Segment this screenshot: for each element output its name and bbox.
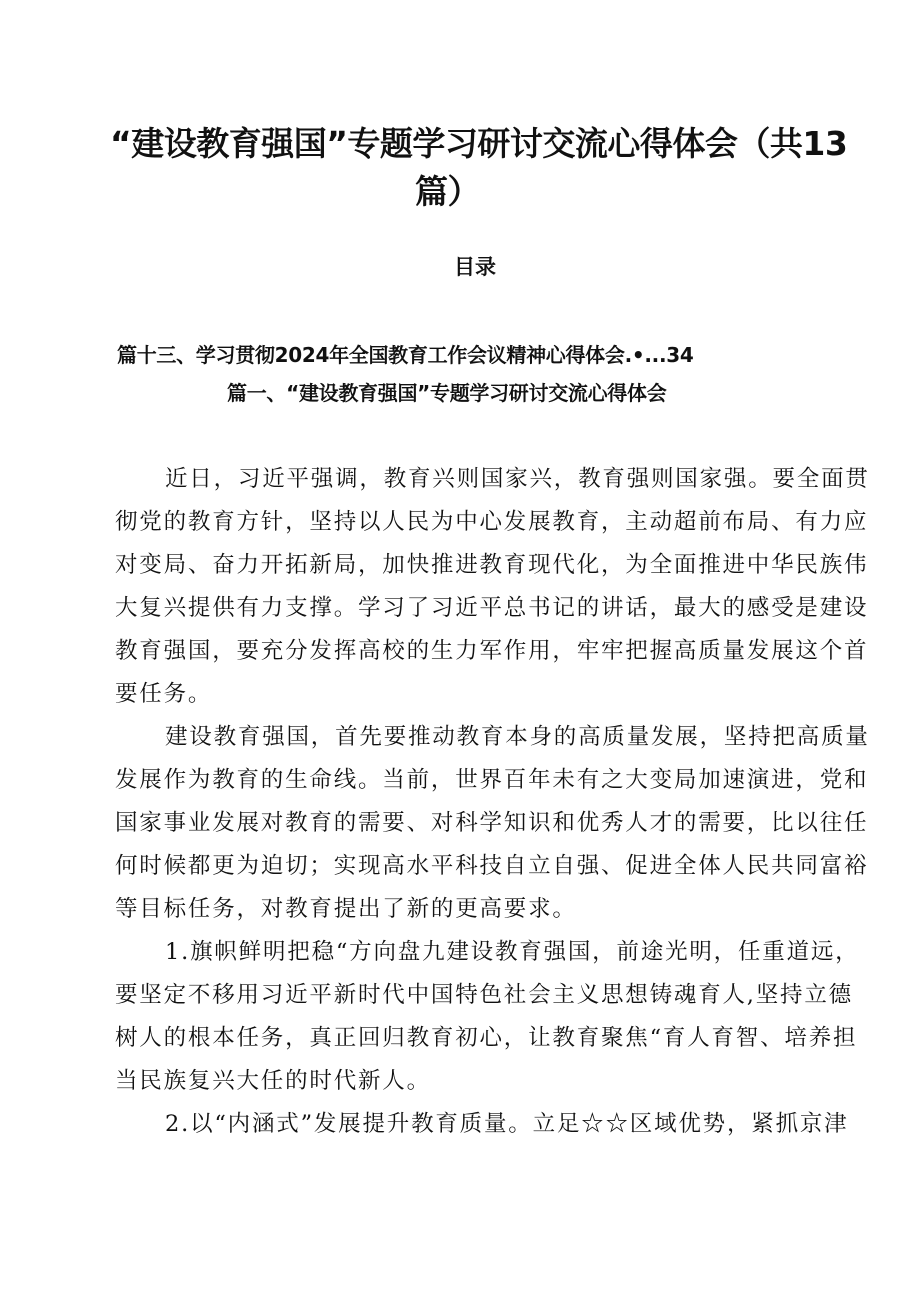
paragraph-line: 对变局、奋力开拓新局，加快推进教育现代化，为全面推进中华民族伟 bbox=[115, 552, 869, 578]
document-title-line-2: 篇） bbox=[415, 172, 480, 211]
paragraph-line: 当民族复兴大任的时代新人。 bbox=[115, 1068, 431, 1094]
toc-entry[interactable]: 篇十三、学习贯彻2024年全国教育工作会议精神心得体会.•...34 bbox=[117, 343, 694, 367]
toc-entry[interactable]: 篇一、“建设教育强国”专题学习研讨交流心得体会 bbox=[227, 381, 667, 405]
body-paragraph-3 bbox=[115, 931, 860, 1103]
body-paragraph-4 bbox=[115, 1103, 849, 1146]
paragraph-line: 教育强国，要充分发挥高校的生力军作用，牢牢把握高质量发展这个首 bbox=[115, 638, 869, 664]
body-paragraph-1 bbox=[115, 458, 870, 716]
paragraph-line: 发展作为教育的生命线。当前，世界百年未有之大变局加速演进，党和 bbox=[115, 767, 869, 793]
toc-heading: 目录 bbox=[454, 255, 496, 279]
paragraph-line: 2.以“内涵式”发展提升教育质量。立足☆☆区域优势，紧抓京津 bbox=[165, 1111, 849, 1137]
paragraph-line: 树人的根本任务，真正回归教育初心，让教育聚焦“育人育智、培养担 bbox=[115, 1025, 858, 1051]
paragraph-line: 要坚定不移用习近平新时代中国特色社会主义思想铸魂育人,坚持立德 bbox=[115, 982, 853, 1008]
paragraph-line: 近日，习近平强调，教育兴则国家兴，教育强则国家强。要全面贯 bbox=[165, 466, 870, 492]
body-paragraph-2 bbox=[115, 716, 870, 931]
paragraph-line: 要任务。 bbox=[115, 681, 213, 707]
paragraph-line: 彻党的教育方针，坚持以人民为中心发展教育，主动超前布局、有力应 bbox=[115, 509, 869, 535]
paragraph-line: 1.旗帜鲜明把稳“方向盘九建设教育强国，前途光明，任重道远， bbox=[165, 939, 860, 965]
paragraph-line: 国家事业发展对教育的需要、对科学知识和优秀人才的需要，比以往任 bbox=[115, 810, 869, 836]
paragraph-line: 等目标任务，对教育提出了新的更高要求。 bbox=[115, 896, 577, 922]
paragraph-line: 建设教育强国，首先要推动教育本身的高质量发展，坚持把高质量 bbox=[165, 724, 870, 750]
paragraph-line: 何时候都更为迫切；实现高水平科技自立自强、促进全体人民共同富裕 bbox=[115, 853, 869, 879]
paragraph-line: 大复兴提供有力支撑。学习了习近平总书记的讲话，最大的感受是建设 bbox=[115, 595, 869, 621]
document-title-line-1: “建设教育强国”专题学习研讨交流心得体会（共13 bbox=[110, 124, 848, 163]
